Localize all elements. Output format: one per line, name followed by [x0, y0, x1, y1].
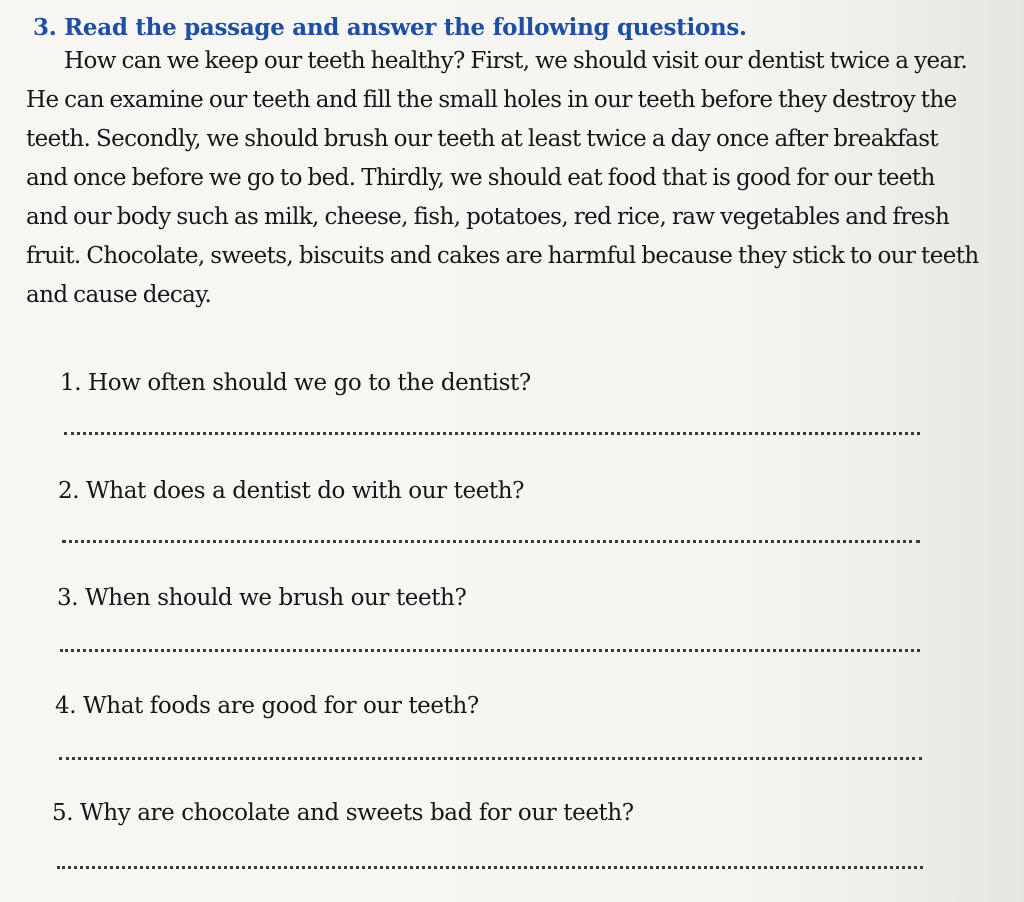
passage-line: fruit. Chocolate, sweets, biscuits and cakes are harmful because they stick to our teeth — [26, 243, 979, 269]
passage-line: and our body such as milk, cheese, fish, potatoes, red rice, raw vegetables and fresh — [26, 204, 950, 230]
passage-line: and once before we go to bed. Thirdly, we should eat food that is good for our teeth — [26, 165, 935, 191]
reading-passage — [26, 42, 1014, 315]
question-2: 2. What does a dentist do with our teeth? — [58, 478, 525, 504]
passage-line: teeth. Secondly, we should brush our teeth at least twice a day once after breakfast — [26, 126, 939, 152]
question-4: 4. What foods are good for our teeth? — [55, 693, 479, 719]
question-5: 5. Why are chocolate and sweets bad for our teeth? — [52, 800, 634, 826]
passage-line: and cause decay. — [26, 282, 212, 308]
passage-line: He can examine our teeth and fill the small holes in our teeth before they destroy the — [26, 87, 957, 113]
answer-line-5[interactable] — [57, 866, 923, 869]
passage-line: How can we keep our teeth healthy? First, we should visit our dentist twice a year. — [64, 48, 968, 74]
answer-line-3[interactable] — [60, 649, 920, 652]
answer-line-4[interactable] — [59, 757, 922, 760]
question-1: 1. How often should we go to the dentist? — [60, 370, 531, 396]
question-3: 3. When should we brush our teeth? — [57, 585, 467, 611]
answer-line-2[interactable] — [62, 540, 920, 543]
exercise-heading: 3. Read the passage and answer the following questions. — [33, 14, 747, 41]
answer-line-1[interactable] — [64, 432, 920, 435]
